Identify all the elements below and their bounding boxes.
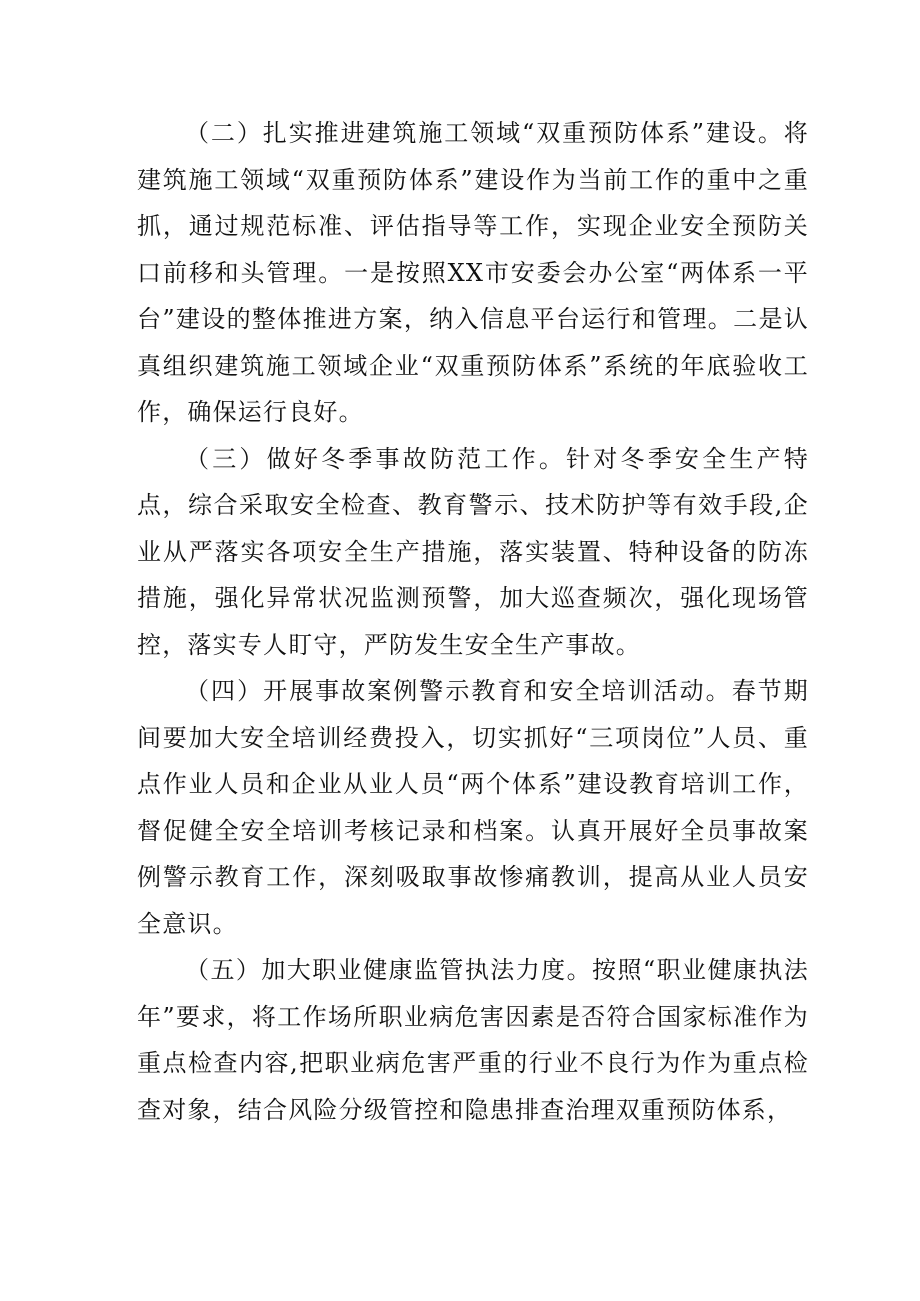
paragraph-section-2: （二）扎实推进建筑施工领域“双重预防体系”建设。将建筑施工领域“双重预防体系”建设作为当前工作的重中之重抓，通过规范标准、评估指导等工作，实现企业安全预防关口前移和头管理。一是按照XX市安委会办公室“两体系一平台”建设的整体推进方案，纳入信息平台运行和管理。二是认真组织建筑施工领域企业“双重预防体系”系统的年底验收工作，确保运行良好。 xyxy=(137,119,809,426)
paragraph-section-4: （四）开展事故案例警示教育和安全培训活动。春节期间要加大安全培训经费投入，切实抓好“三项岗位”人员、重点作业人员和企业从业人员“两个体系”建设教育培训工作，督促健全安全培训考核记录和档案。认真开展好全员事故案例警示教育工作，深刻吸取事故惨痛教训，提高从业人员安全意识。 xyxy=(137,677,809,938)
paragraph-section-3: （三）做好冬季事故防范工作。针对冬季安全生产特点，综合采取安全检查、教育警示、技术防护等有效手段,企业从严落实各项安全生产措施，落实装置、特种设备的防冻措施，强化异常状况监测预警，加大巡查频次，强化现场管控，落实专人盯守，严防发生安全生产事故。 xyxy=(137,444,809,659)
paragraph-section-5: （五）加大职业健康监管执法力度。按照“职业健康执法年”要求，将工作场所职业病危害因素是否符合国家标准作为重点检查内容,把职业病危害严重的行业不良行为作为重点检查对象，结合风险分级管控和隐患排查治理双重预防体系， xyxy=(137,956,809,1124)
document-body xyxy=(137,110,809,1133)
